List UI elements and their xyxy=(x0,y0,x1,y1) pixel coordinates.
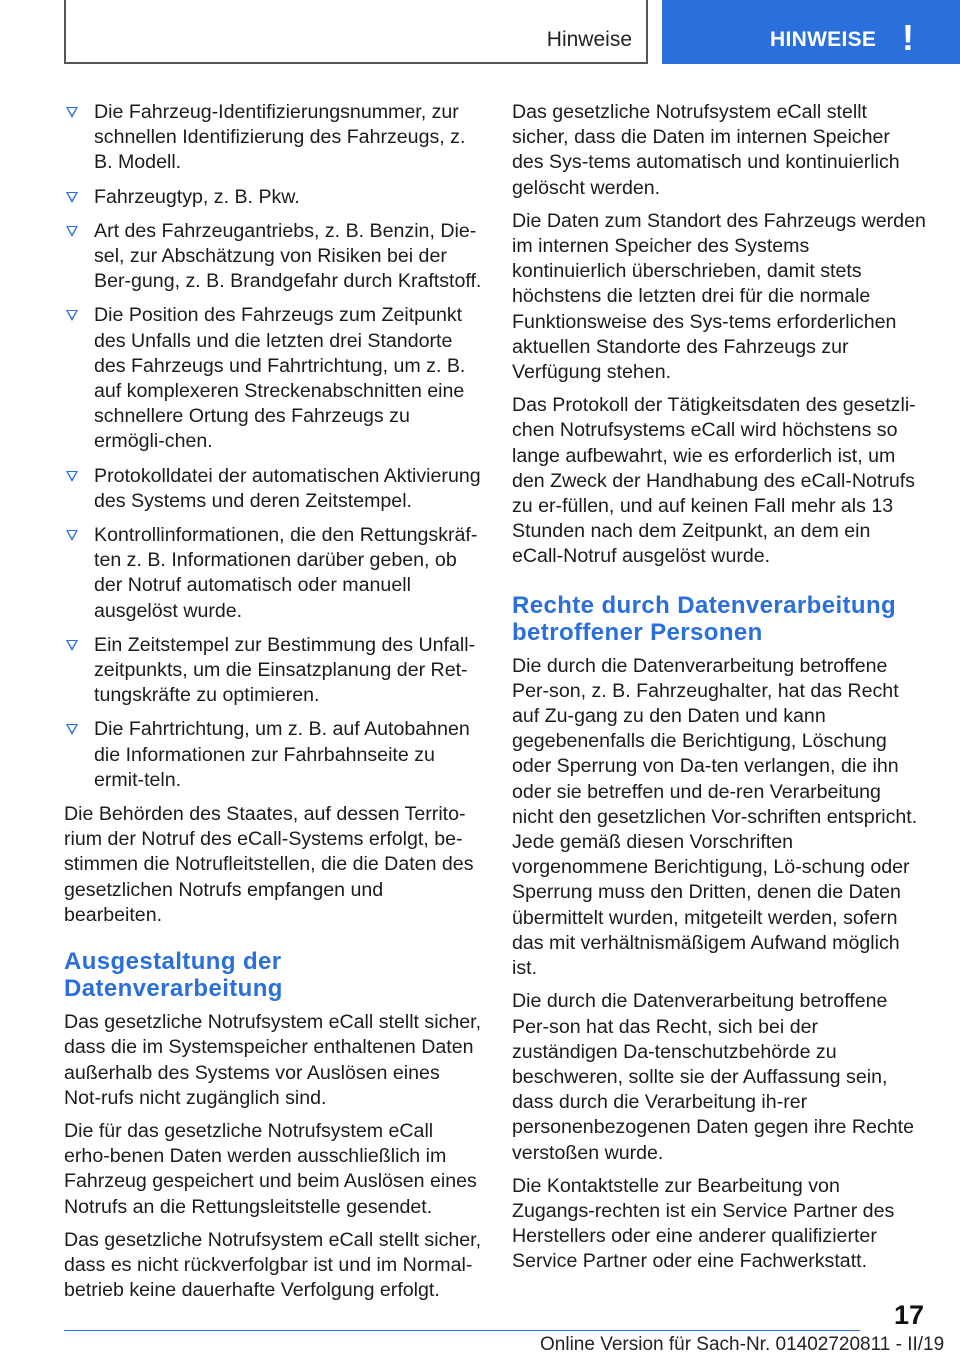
triangle-bullet-icon xyxy=(66,192,78,203)
chapter-tab xyxy=(662,0,960,64)
paragraph-rights-access: Die durch die Datenverarbeitung betroffene Per-son, z. B. Fahrzeughalter, hat das Recht auf Zu-gang zu den Daten und kann gegebenenfalls die Berichtigung, Löschung oder Sperrung von Da-ten verlangen, die ihn oder sie betreffen und de-ren Verarbeitung nicht den gesetzlichen Vor-schriften entspricht. Jede gemäß diesen Vorschriften vorgenommene Berichtigung, Lö-schung oder Sperrung muss den Dritten, denen die Daten übermittelt wurden, mitgeteilt werden, sofern das mit verhältnismäßigem Aufwand möglich ist. xyxy=(512,654,918,980)
triangle-bullet-icon xyxy=(66,310,78,321)
online-version-note: Online Version für Sach-Nr. 01402720811 - II/19 xyxy=(540,1334,945,1355)
list-item: Die Fahrtrichtung, um z. B. auf Autobahnen die Informationen zur Fahrbahnseite zu ermit-teln. xyxy=(64,717,482,793)
list-item: Ein Zeitstempel zur Bestimmung des Unfall-zeitpunkts, um die Einsatzplanung der Ret-tungskräfte zu optimieren. xyxy=(64,633,482,709)
data-items-list xyxy=(64,100,482,793)
paragraph-deletion: Das gesetzliche Notrufsystem eCall stellt sicher, dass die Daten im internen Speicher des Sys-tems automatisch und kontinuierlich gelöscht werden. xyxy=(512,101,900,199)
triangle-bullet-icon xyxy=(66,226,78,237)
paragraph-location: Die Daten zum Standort des Fahrzeugs werden im internen Speicher des Systems kontinuierlich überschrieben, damit stets höchstens die letzten drei für die normale Funktionsweise des Sys-tems erforderlichen aktuellen Standorte des Fahrzeugs zur Verfügung stehen. xyxy=(512,209,926,384)
paragraph-design-3: Das gesetzliche Notrufsystem eCall stellt sicher, dass es nicht rückverfolgbar ist und im Normal-betrieb keine dauerhafte Verfolgung erfolgt. xyxy=(64,1228,482,1302)
paragraph-protocol: Das Protokoll der Tätigkeitsdaten des gesetzli-chen Notrufsystems eCall wird höchstens so lange aufbewahrt, wie es erforderlich ist, um den Zweck der Handhabung des eCall-Notrufs zu er-füllen, und auf keinen Fall mehr als 13 Stunden nach dem Zeitpunkt, an dem ein eCall-Notruf ausgelöst wurde. xyxy=(512,394,916,568)
footer-divider xyxy=(64,1330,860,1331)
section-title: Hinweise xyxy=(546,28,632,51)
header-frame xyxy=(64,0,648,64)
left-column xyxy=(64,100,482,1311)
triangle-bullet-icon xyxy=(66,530,78,541)
list-item: Kontrollinformationen, die den Rettungskräf-ten z. B. Informationen darüber geben, ob der Notruf automatisch oder manuell ausgelöst wurde. xyxy=(64,523,482,624)
list-item: Die Position des Fahrzeugs zum Zeitpunkt des Unfalls und die letzten drei Standorte des Fahrzeugs und Fahrtrichtung, um z. B. auf komplexeren Streckenabschnitten eine schnellere Ortung des Fahrzeugs zu ermögli-chen. xyxy=(64,303,482,454)
triangle-bullet-icon xyxy=(66,107,78,118)
heading-design: Ausgestaltung der Datenverarbeitung xyxy=(64,948,283,1003)
exclamation-icon: ! xyxy=(902,17,914,58)
paragraph-design-1: Das gesetzliche Notrufsystem eCall stellt sicher, dass die im Systemspeicher enthaltenen Daten außerhalb des Systems vor Auslösen eines Not-rufs nicht zugänglich sind. xyxy=(64,1011,482,1109)
list-item: Protokolldatei der automatischen Aktivierung des Systems und deren Zeitstempel. xyxy=(64,464,482,514)
triangle-bullet-icon xyxy=(66,724,78,735)
right-column xyxy=(512,100,926,1283)
triangle-bullet-icon xyxy=(66,640,78,651)
paragraph-contact: Die Kontaktstelle zur Bearbeitung von Zugangs-rechten ist ein Service Partner des Herstellers oder eine anderer qualifizierter Service Partner oder eine Fachwerkstatt. xyxy=(512,1174,895,1273)
list-item: Art des Fahrzeugantriebs, z. B. Benzin, Die-sel, zur Abschätzung von Risiken bei der Ber-gung, z. B. Brandgefahr durch Kraftstoff. xyxy=(64,219,482,295)
paragraph-rights-complaint: Die durch die Datenverarbeitung betroffene Per-son hat das Recht, sich bei der zuständigen Da-tenschutzbehörde zu beschweren, sollte sie der Auffassung sein, dass durch die Verarbeitung ih-rer personenbezogenen Daten gegen ihre Rechte verstoßen wurde. xyxy=(512,990,914,1164)
paragraph-design-2: Die für das gesetzliche Notrufsystem eCall erho-benen Daten werden ausschließlich im Fahrzeug gespeichert und beim Auslösen eines Notrufs an die Rettungsleitstelle gesendet. xyxy=(64,1119,477,1218)
list-item: Fahrzeugtyp, z. B. Pkw. xyxy=(64,185,482,210)
triangle-bullet-icon xyxy=(66,471,78,482)
paragraph-authorities: Die Behörden des Staates, auf dessen Territo-rium der Notruf des eCall-Systems erfolgt, be-stimmen die Notrufleitstellen, die die Daten des gesetzlichen Notrufs empfangen und bearbeiten. xyxy=(64,803,474,926)
list-item: Die Fahrzeug-Identifizierungsnummer, zur schnellen Identifizierung des Fahrzeugs, z. B. Modell. xyxy=(64,100,482,176)
heading-rights: Rechte durch Datenverarbeitung betroffener Personen xyxy=(512,591,897,646)
chapter-title: HINWEISE xyxy=(770,28,877,51)
page-number: 17 xyxy=(894,1300,925,1330)
